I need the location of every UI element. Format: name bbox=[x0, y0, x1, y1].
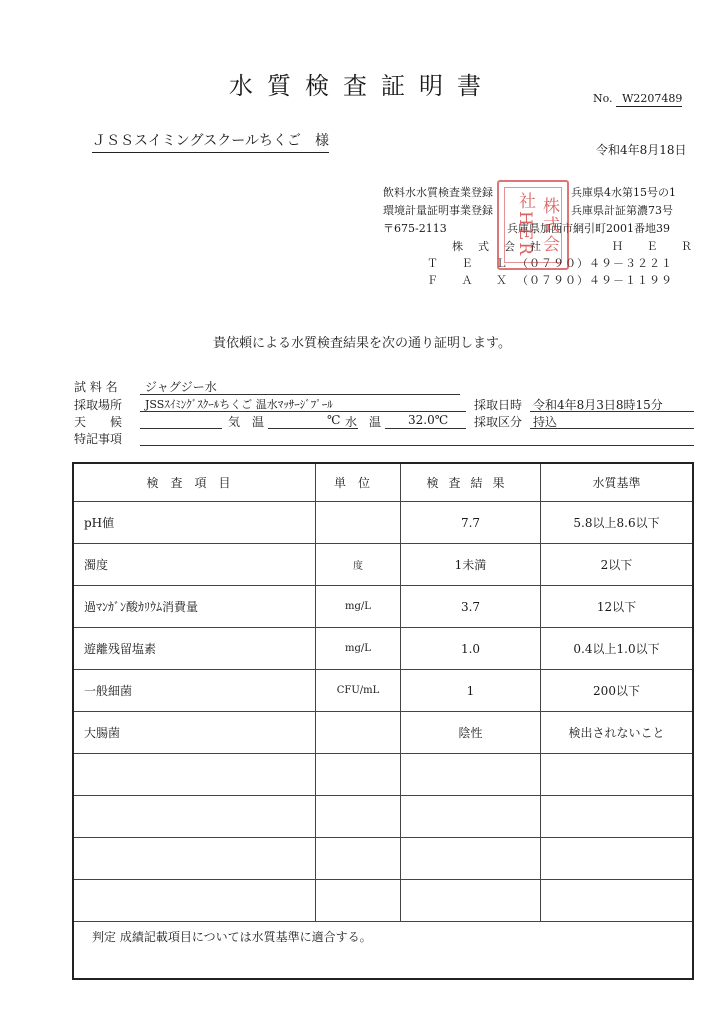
issuer-address: 兵庫県加西市網引町2001番地39 bbox=[507, 222, 670, 235]
fax-number: （０７９０）４９－１１９９ bbox=[517, 274, 673, 287]
weather-underline bbox=[140, 428, 222, 429]
cell-result bbox=[401, 838, 541, 880]
cell-standard bbox=[541, 838, 694, 880]
table-row bbox=[73, 838, 693, 880]
cell-result bbox=[401, 796, 541, 838]
cell-standard: 12以下 bbox=[541, 586, 694, 628]
certification-statement: 貴依頼による水質検査結果を次の通り証明します。 bbox=[213, 336, 511, 351]
cell-item bbox=[73, 880, 316, 922]
table-row bbox=[73, 586, 693, 628]
cell-standard: 2以下 bbox=[541, 544, 694, 586]
notes-label: 特記事項 bbox=[74, 432, 123, 446]
cell-unit: mg/L bbox=[316, 586, 401, 628]
company-seal-text: 株式会社HER bbox=[504, 187, 562, 263]
cell-unit: CFU/mL bbox=[316, 670, 401, 712]
table-row bbox=[73, 796, 693, 838]
notes-underline bbox=[140, 445, 694, 446]
tel-number: （０７９０）４９－３２２１ bbox=[517, 257, 673, 270]
issue-date: 令和4年8月18日 bbox=[596, 143, 687, 157]
table-row bbox=[73, 628, 693, 670]
cell-item bbox=[73, 796, 316, 838]
company-prefix: 株 式 会 社 bbox=[452, 240, 543, 253]
document-number-label: No. bbox=[593, 92, 613, 105]
company-name: Ｈ Ｅ Ｒ bbox=[612, 240, 702, 253]
recipient-name: ＪＳＳスイミングスクールちくご 様 bbox=[92, 130, 329, 153]
cell-standard: 5.8以上8.6以下 bbox=[541, 502, 694, 544]
document-number-value: W2207489 bbox=[616, 92, 682, 107]
table-row bbox=[73, 544, 693, 586]
weather-label: 天 候 bbox=[74, 415, 123, 429]
table-header-row bbox=[73, 463, 693, 502]
cell-result: 3.7 bbox=[401, 586, 541, 628]
header-standard: 水質基準 bbox=[541, 463, 694, 502]
cell-item: 大腸菌 bbox=[73, 712, 316, 754]
cell-result: 1.0 bbox=[401, 628, 541, 670]
sample-datetime-value: 令和4年8月3日8時15分 bbox=[533, 398, 663, 412]
registration-1-value: 兵庫県4水第15号の1 bbox=[571, 186, 676, 199]
sample-place-label: 採取場所 bbox=[74, 398, 123, 412]
sample-class-value: 持込 bbox=[533, 415, 558, 429]
registration-2-value: 兵庫県計証第濃73号 bbox=[571, 204, 673, 217]
sample-datetime-underline bbox=[530, 411, 694, 412]
document-title: 水質検査証明書 bbox=[229, 72, 495, 100]
registration-1-label: 飲料水水質検査業登録 bbox=[383, 186, 493, 199]
cell-standard: 検出されないこと bbox=[541, 712, 694, 754]
cell-standard bbox=[541, 796, 694, 838]
cell-standard: 0.4以上1.0以下 bbox=[541, 628, 694, 670]
cell-standard bbox=[541, 880, 694, 922]
table-row bbox=[73, 712, 693, 754]
cell-result: 陰性 bbox=[401, 712, 541, 754]
cell-result bbox=[401, 880, 541, 922]
sample-class-underline bbox=[530, 428, 694, 429]
document-number bbox=[593, 92, 682, 105]
postal-code: 〒675-2113 bbox=[383, 222, 447, 235]
cell-standard: 200以下 bbox=[541, 670, 694, 712]
cell-item: 過ﾏﾝｶﾞﾝ酸ｶﾘｳﾑ消費量 bbox=[73, 586, 316, 628]
header-unit: 単位 bbox=[316, 463, 401, 502]
sample-place-underline bbox=[140, 411, 466, 412]
water-temp-underline bbox=[385, 428, 466, 429]
cell-item bbox=[73, 838, 316, 880]
cell-item bbox=[73, 754, 316, 796]
cell-result: 1未満 bbox=[401, 544, 541, 586]
fax-label: Ｆ Ａ Ｘ bbox=[427, 274, 517, 287]
cell-result bbox=[401, 754, 541, 796]
cell-unit bbox=[316, 754, 401, 796]
cell-unit: 度 bbox=[316, 544, 401, 586]
cell-result: 7.7 bbox=[401, 502, 541, 544]
sample-place-value: JSSｽｲﾐﾝｸﾞｽｸｰﾙちくご 温水ﾏｯｻｰｼﾞﾌﾟｰﾙ bbox=[145, 398, 333, 411]
cell-standard bbox=[541, 754, 694, 796]
cell-unit bbox=[316, 712, 401, 754]
table-row bbox=[73, 880, 693, 922]
table-row bbox=[73, 754, 693, 796]
sample-name-value: ジャグジー水 bbox=[145, 380, 217, 394]
cell-unit: mg/L bbox=[316, 628, 401, 670]
cell-unit bbox=[316, 796, 401, 838]
tel-label: Ｔ Ｅ Ｌ bbox=[427, 257, 517, 270]
sample-datetime-label: 採取日時 bbox=[474, 398, 523, 412]
company-seal-stamp bbox=[497, 180, 569, 270]
water-temp-label: 水 温 bbox=[345, 415, 382, 429]
judgment-row bbox=[73, 922, 693, 980]
cell-item: 濁度 bbox=[73, 544, 316, 586]
cell-result: 1 bbox=[401, 670, 541, 712]
sample-name-underline bbox=[140, 394, 460, 395]
cell-unit bbox=[316, 880, 401, 922]
air-temp-label: 気 温 bbox=[228, 415, 265, 429]
sample-name-label: 試 料 名 bbox=[74, 380, 118, 394]
table-row bbox=[73, 670, 693, 712]
cell-item: pH値 bbox=[73, 502, 316, 544]
air-temp-unit: ℃ bbox=[327, 413, 341, 427]
table-row bbox=[73, 502, 693, 544]
judgment-text: 判定 成績記載項目については水質基準に適合する。 bbox=[73, 922, 693, 980]
header-result: 検査結果 bbox=[401, 463, 541, 502]
cell-item: 遊離残留塩素 bbox=[73, 628, 316, 670]
sample-class-label: 採取区分 bbox=[474, 415, 523, 429]
water-temp-value: 32.0℃ bbox=[408, 413, 449, 427]
cell-unit bbox=[316, 502, 401, 544]
registration-2-label: 環境計量証明事業登録 bbox=[383, 204, 493, 217]
cell-unit bbox=[316, 838, 401, 880]
results-table bbox=[72, 462, 694, 980]
cell-item: 一般細菌 bbox=[73, 670, 316, 712]
header-item: 検査項目 bbox=[73, 463, 316, 502]
